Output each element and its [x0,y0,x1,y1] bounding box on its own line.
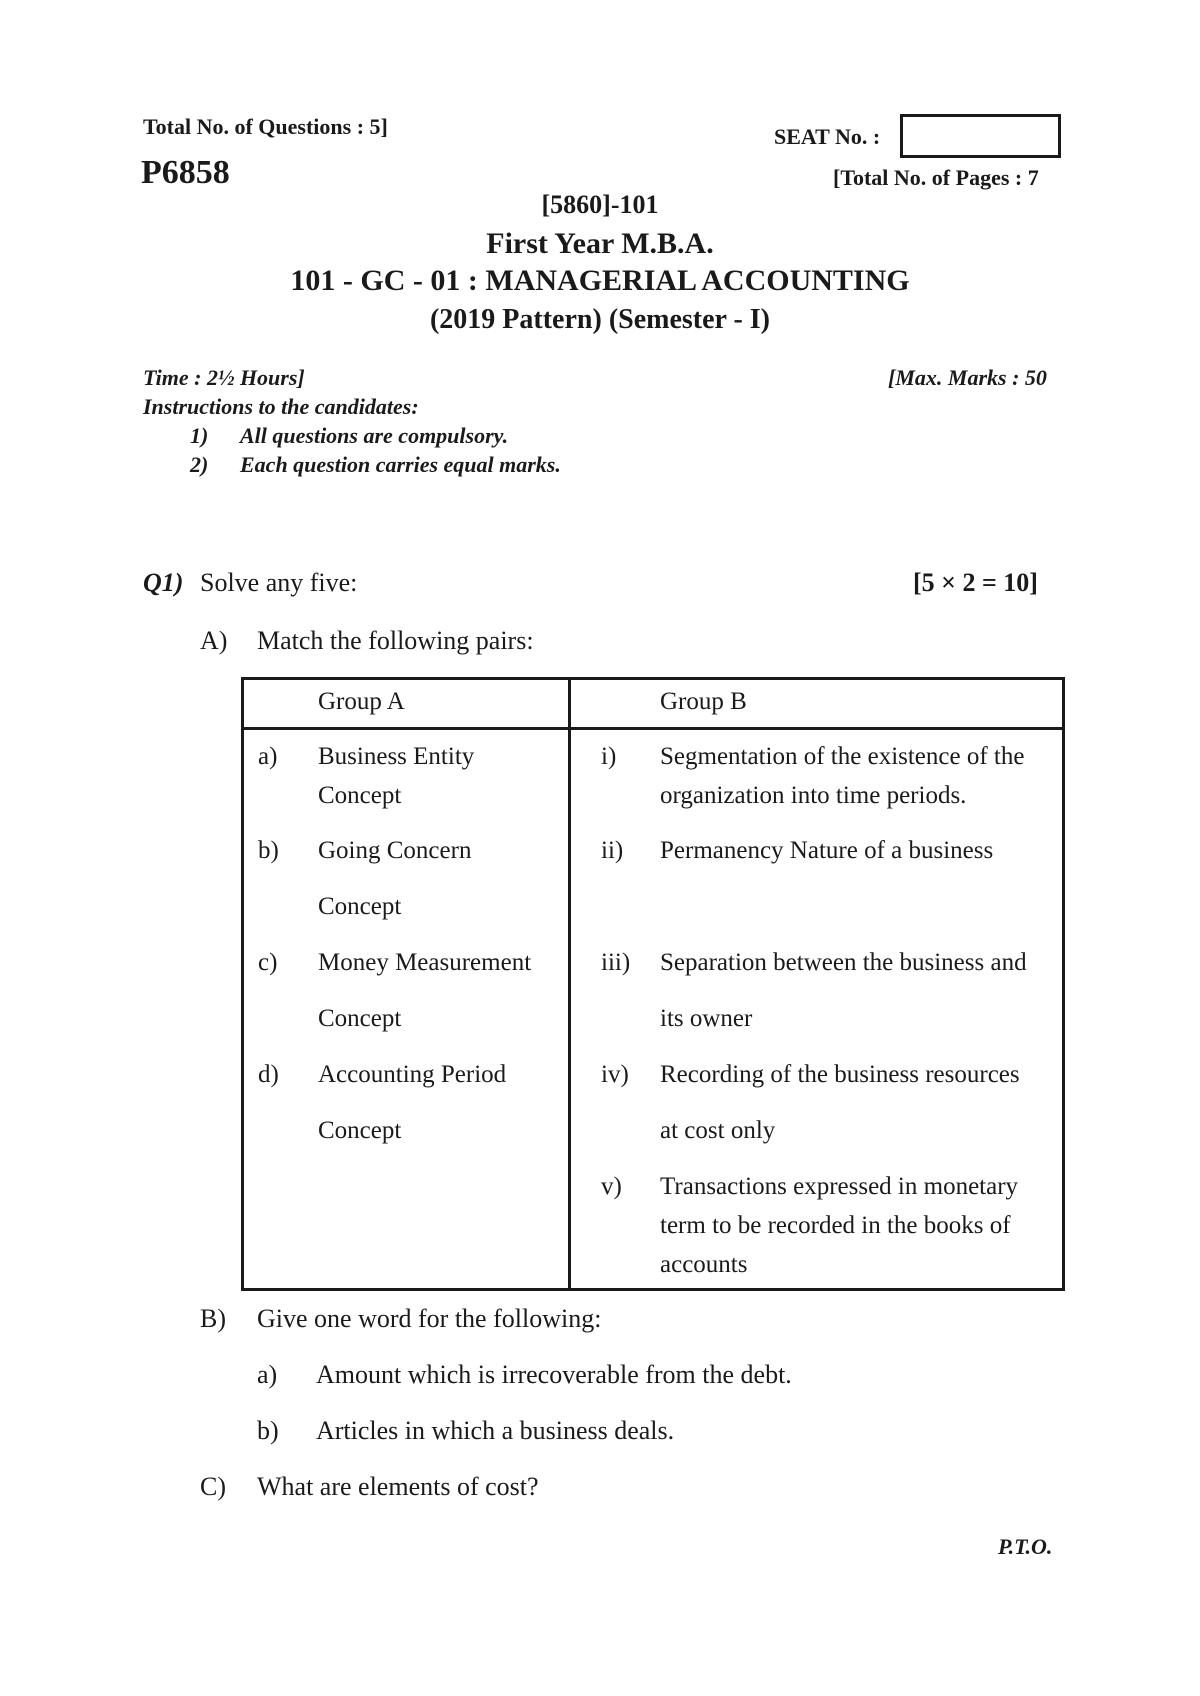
group-b-label: i) [601,743,617,770]
group-a-item: Going Concern [318,837,472,864]
part-b-text: Give one word for the following: [257,1304,602,1333]
group-a-label: c) [258,949,278,976]
group-b-label: ii) [601,837,624,864]
group-b-item: organization into time periods. [660,782,967,809]
group-b-item: Permanency Nature of a business [660,837,994,864]
pattern-semester: (2019 Pattern) (Semester - I) [429,304,771,335]
exam-code: [5860]-101 [541,190,659,219]
seat-number-box [900,114,1061,158]
instructions-heading: Instructions to the candidates: [143,394,419,419]
group-b-item: Separation between the business and [660,949,1027,976]
pto-marker: P.T.O. [998,1534,1053,1559]
match-table [241,677,1065,1291]
group-a-label: d) [258,1061,279,1088]
part-a-text: Match the following pairs: [257,626,534,655]
part-c-label: C) [200,1472,226,1501]
part-b-item-text: Articles in which a business deals. [316,1416,675,1445]
seat-number-label: SEAT No. : [774,124,881,149]
group-b-item: at cost only [660,1117,776,1144]
group-a-item: Concept [318,782,402,809]
course-title: First Year M.B.A. [486,227,714,260]
question-marks: [5 × 2 = 10] [913,568,1038,597]
group-b-item: accounts [660,1251,748,1278]
paper-code: P6858 [141,154,230,191]
part-a-label: A) [200,626,228,655]
total-questions: Total No. of Questions : 5] [143,114,388,139]
max-marks: [Max. Marks : 50 [888,365,1047,390]
total-pages: [Total No. of Pages : 7 [833,165,1039,190]
question-number: Q1) [143,568,184,597]
group-b-item: Recording of the business resources [660,1061,1020,1088]
group-b-item: Transactions expressed in monetary [660,1173,1019,1200]
instruction-number: 2) [190,452,209,477]
table-header-divider [244,727,1062,730]
group-b-label: iv) [601,1061,629,1088]
group-a-item: Concept [318,1005,402,1032]
group-b-item: its owner [660,1005,753,1032]
instruction-number: 1) [190,423,209,448]
group-a-label: a) [258,743,278,770]
part-b-item-text: Amount which is irrecoverable from the debt. [316,1360,792,1389]
group-b-header: Group B [660,688,747,715]
part-b-label: B) [200,1304,226,1333]
group-b-item: Segmentation of the existence of the [660,743,1025,770]
exam-time: Time : 2½ Hours] [143,365,305,390]
group-a-label: b) [258,837,279,864]
group-b-item: term to be recorded in the books of [660,1212,1011,1239]
instruction-text: Each question carries equal marks. [240,452,561,477]
group-a-item: Accounting Period [318,1061,507,1088]
table-column-divider [568,680,571,1288]
instruction-text: All questions are compulsory. [240,423,509,448]
group-a-item: Money Measurement [318,949,532,976]
part-c-text: What are elements of cost? [257,1472,539,1501]
subject-title: 101 - GC - 01 : MANAGERIAL ACCOUNTING [290,264,910,297]
group-b-label: v) [601,1173,622,1200]
part-b-item-label: b) [257,1416,279,1445]
group-a-item: Business Entity [318,743,475,770]
group-a-header: Group A [318,688,405,715]
question-text: Solve any five: [200,568,358,597]
part-b-item-label: a) [257,1360,278,1389]
group-b-label: iii) [601,949,631,976]
group-a-item: Concept [318,893,402,920]
group-a-item: Concept [318,1117,402,1144]
